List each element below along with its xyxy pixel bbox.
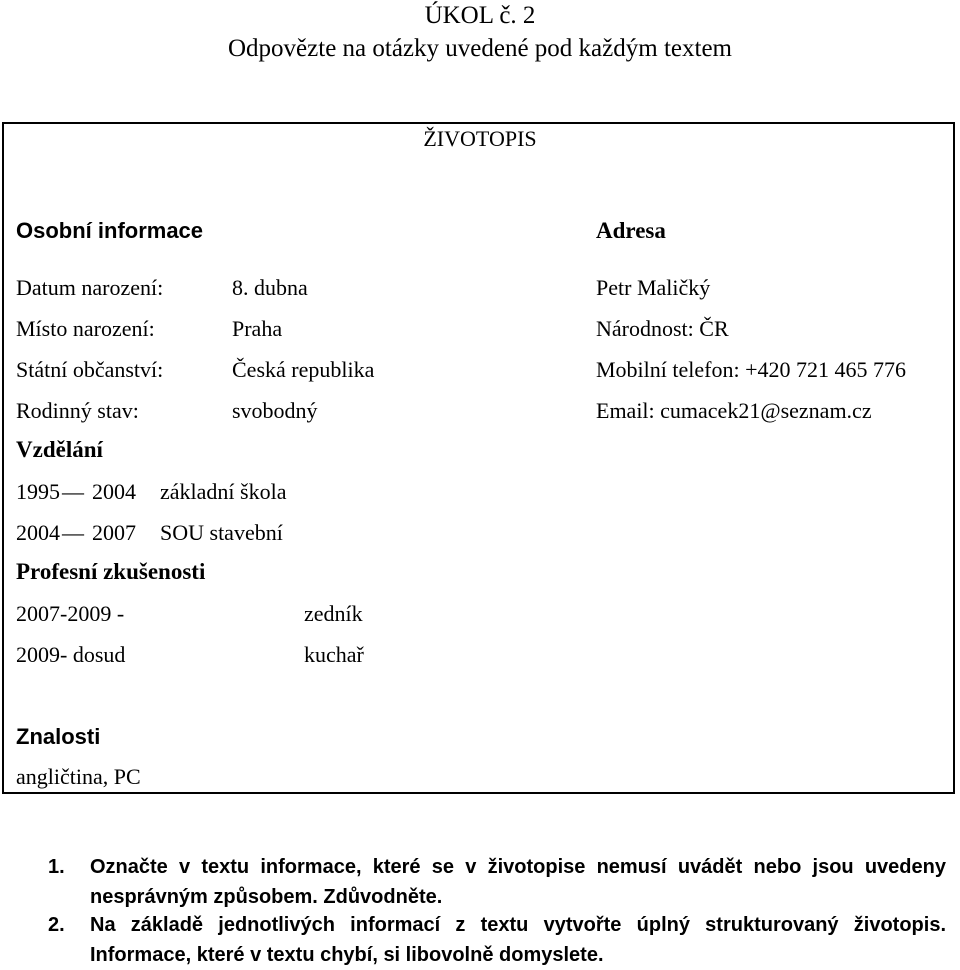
skills-value: angličtina, PC: [16, 764, 141, 789]
task-instruction: Odpovězte na otázky uvedené pod každým textem: [228, 35, 732, 62]
address-email: Email: cumacek21@seznam.cz: [596, 398, 872, 423]
address-heading: Adresa: [596, 218, 666, 243]
question-2-text: Na základě jednotlivých informací z textu vytvořte úplný strukturovaný životopis. Informace, které v textu chybí, si libovolně domyslete.: [90, 914, 946, 966]
marital-status-label: Rodinný stav:: [16, 398, 139, 423]
question-2: [48, 910, 946, 970]
birth-place-value: Praha: [232, 316, 283, 341]
experience-row-1-period: 2007-2009 -: [16, 601, 125, 626]
personal-info-heading: Osobní informace: [16, 218, 204, 243]
cv-title: ŽIVOTOPIS: [423, 126, 537, 151]
address-phone: Mobilní telefon: +420 721 465 776: [596, 357, 906, 382]
question-1-number: 1.: [48, 856, 65, 878]
birth-date-value: 8. dubna: [232, 275, 308, 300]
education-row-1-from: 1995: [16, 479, 60, 504]
birth-place-label: Místo narození:: [16, 316, 155, 341]
education-row-2-school: SOU stavební: [160, 520, 283, 545]
birth-date-label: Datum narození:: [16, 275, 164, 300]
education-row-2-to: 2007: [92, 520, 136, 545]
education-row-2-from: 2004: [16, 520, 60, 545]
citizenship-value: Česká republika: [232, 357, 375, 382]
experience-row-2-period: 2009- dosud: [16, 642, 126, 667]
citizenship-label: Státní občanství:: [16, 357, 164, 382]
question-2-number: 2.: [48, 914, 65, 936]
experience-row-2-job: kuchař: [304, 642, 364, 667]
education-heading: Vzdělání: [16, 437, 103, 462]
experience-row-1-job: zedník: [304, 601, 363, 626]
task-title: ÚKOL č. 2: [424, 2, 536, 29]
question-1-text: Označte v textu informace, které se v životopise nemusí uvádět nebo jsou uvedeny nesprávným způsobem. Zdůvodněte.: [90, 856, 946, 908]
education-row-1-school: základní škola: [160, 479, 287, 504]
marital-status-value: svobodný: [232, 398, 318, 423]
question-1: [48, 852, 946, 912]
skills-heading: Znalosti: [16, 724, 101, 749]
experience-heading: Profesní zkušenosti: [16, 559, 206, 584]
address-name: Petr Maličký: [596, 275, 711, 300]
education-row-1-dash: —: [62, 479, 84, 504]
education-row-2-dash: —: [62, 520, 84, 545]
address-nationality: Národnost: ČR: [596, 316, 729, 341]
education-row-1-to: 2004: [92, 479, 136, 504]
